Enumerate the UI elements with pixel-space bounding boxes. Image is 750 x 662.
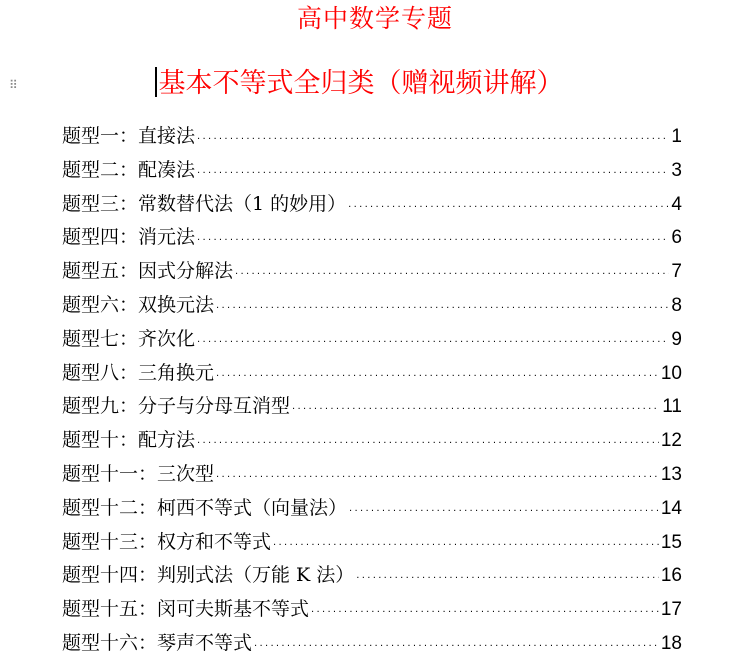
toc-entry-label: 题型三：常数替代法（1 的妙用）: [62, 192, 347, 215]
document-title-text: 基本不等式全归类（赠视频讲解）: [158, 68, 564, 99]
toc-entry[interactable]: [62, 560, 682, 594]
toc-entry-page: 14: [660, 497, 682, 519]
header-title: 高中数学专题: [296, 4, 453, 33]
toc-entry-page: 15: [660, 531, 682, 553]
toc-entry[interactable]: [62, 459, 682, 493]
toc-entry-page: 13: [660, 463, 682, 485]
document-title[interactable]: [155, 66, 625, 102]
toc-entry-label: 题型十三：权方和不等式: [62, 530, 272, 553]
toc-entry-page: 9: [671, 328, 682, 350]
toc-entry-label: 题型十六：琴声不等式: [62, 631, 253, 654]
toc-entry[interactable]: [62, 121, 682, 155]
toc-entry[interactable]: [62, 391, 682, 425]
toc-entry[interactable]: [62, 290, 682, 324]
toc-leader-dots: [197, 159, 669, 189]
toc-entry[interactable]: [62, 324, 682, 358]
toc-entry[interactable]: [62, 155, 682, 189]
toc-entry-page: 1: [671, 126, 682, 147]
toc-entry-page: 16: [660, 565, 682, 587]
toc-leader-dots: [254, 632, 659, 662]
toc-entry-label: 题型十四：判别式法（万能 K 法）: [62, 564, 355, 587]
toc-entry-label: 题型二：配凑法: [62, 158, 196, 181]
toc-entry[interactable]: [62, 256, 682, 290]
toc-entry-label: 题型十二：柯西不等式（向量法）: [62, 496, 348, 519]
table-of-contents: [62, 121, 682, 662]
toc-entry[interactable]: [62, 358, 682, 392]
toc-leader-dots: [349, 497, 659, 527]
toc-entry-page: 6: [671, 227, 682, 249]
toc-entry[interactable]: [62, 493, 682, 527]
toc-leader-dots: [356, 564, 659, 594]
toc-leader-dots: [235, 260, 669, 290]
toc-entry-page: 17: [660, 599, 682, 621]
toc-leader-dots: [292, 395, 660, 425]
toc-entry-label: 题型五：因式分解法: [62, 260, 234, 283]
toc-entry-label: 题型八：三角换元: [62, 361, 215, 384]
toc-entry[interactable]: [62, 189, 682, 223]
toc-entry-label: 题型十：配方法: [62, 429, 196, 452]
toc-leader-dots: [197, 125, 669, 155]
toc-entry[interactable]: [62, 527, 682, 561]
toc-entry-page: 12: [660, 430, 682, 452]
toc-leader-dots: [216, 362, 659, 392]
toc-leader-dots: [216, 294, 669, 324]
toc-entry-label: 题型十一：三次型: [62, 462, 215, 485]
toc-leader-dots: [311, 598, 659, 628]
toc-leader-dots: [348, 193, 669, 223]
toc-entry-label: 题型六：双换元法: [62, 293, 215, 316]
toc-entry-label: 题型七：齐次化: [62, 327, 196, 350]
toc-leader-dots: [273, 531, 659, 561]
toc-leader-dots: [197, 328, 669, 358]
toc-entry[interactable]: [62, 594, 682, 628]
toc-entry-page: 11: [662, 396, 682, 418]
drag-handle-icon[interactable]: ⠿: [9, 78, 16, 92]
toc-entry-page: 18: [660, 632, 682, 654]
toc-leader-dots: [197, 226, 669, 256]
toc-leader-dots: [216, 463, 659, 493]
text-cursor-caret: [155, 67, 157, 97]
toc-entry[interactable]: [62, 222, 682, 256]
toc-entry[interactable]: [62, 425, 682, 459]
toc-entry-page: 10: [660, 362, 682, 384]
toc-entry-label: 题型九：分子与分母互消型: [62, 395, 291, 418]
toc-leader-dots: [197, 429, 659, 459]
toc-entry-label: 题型十五：闵可夫斯基不等式: [62, 598, 310, 621]
toc-entry-label: 题型四：消元法: [62, 226, 196, 249]
toc-entry-page: 4: [671, 193, 682, 215]
toc-entry-page: 3: [671, 159, 682, 181]
toc-entry-label: 题型一：直接法: [62, 125, 196, 147]
toc-entry-page: 8: [671, 294, 682, 316]
toc-entry-page: 7: [671, 261, 682, 283]
